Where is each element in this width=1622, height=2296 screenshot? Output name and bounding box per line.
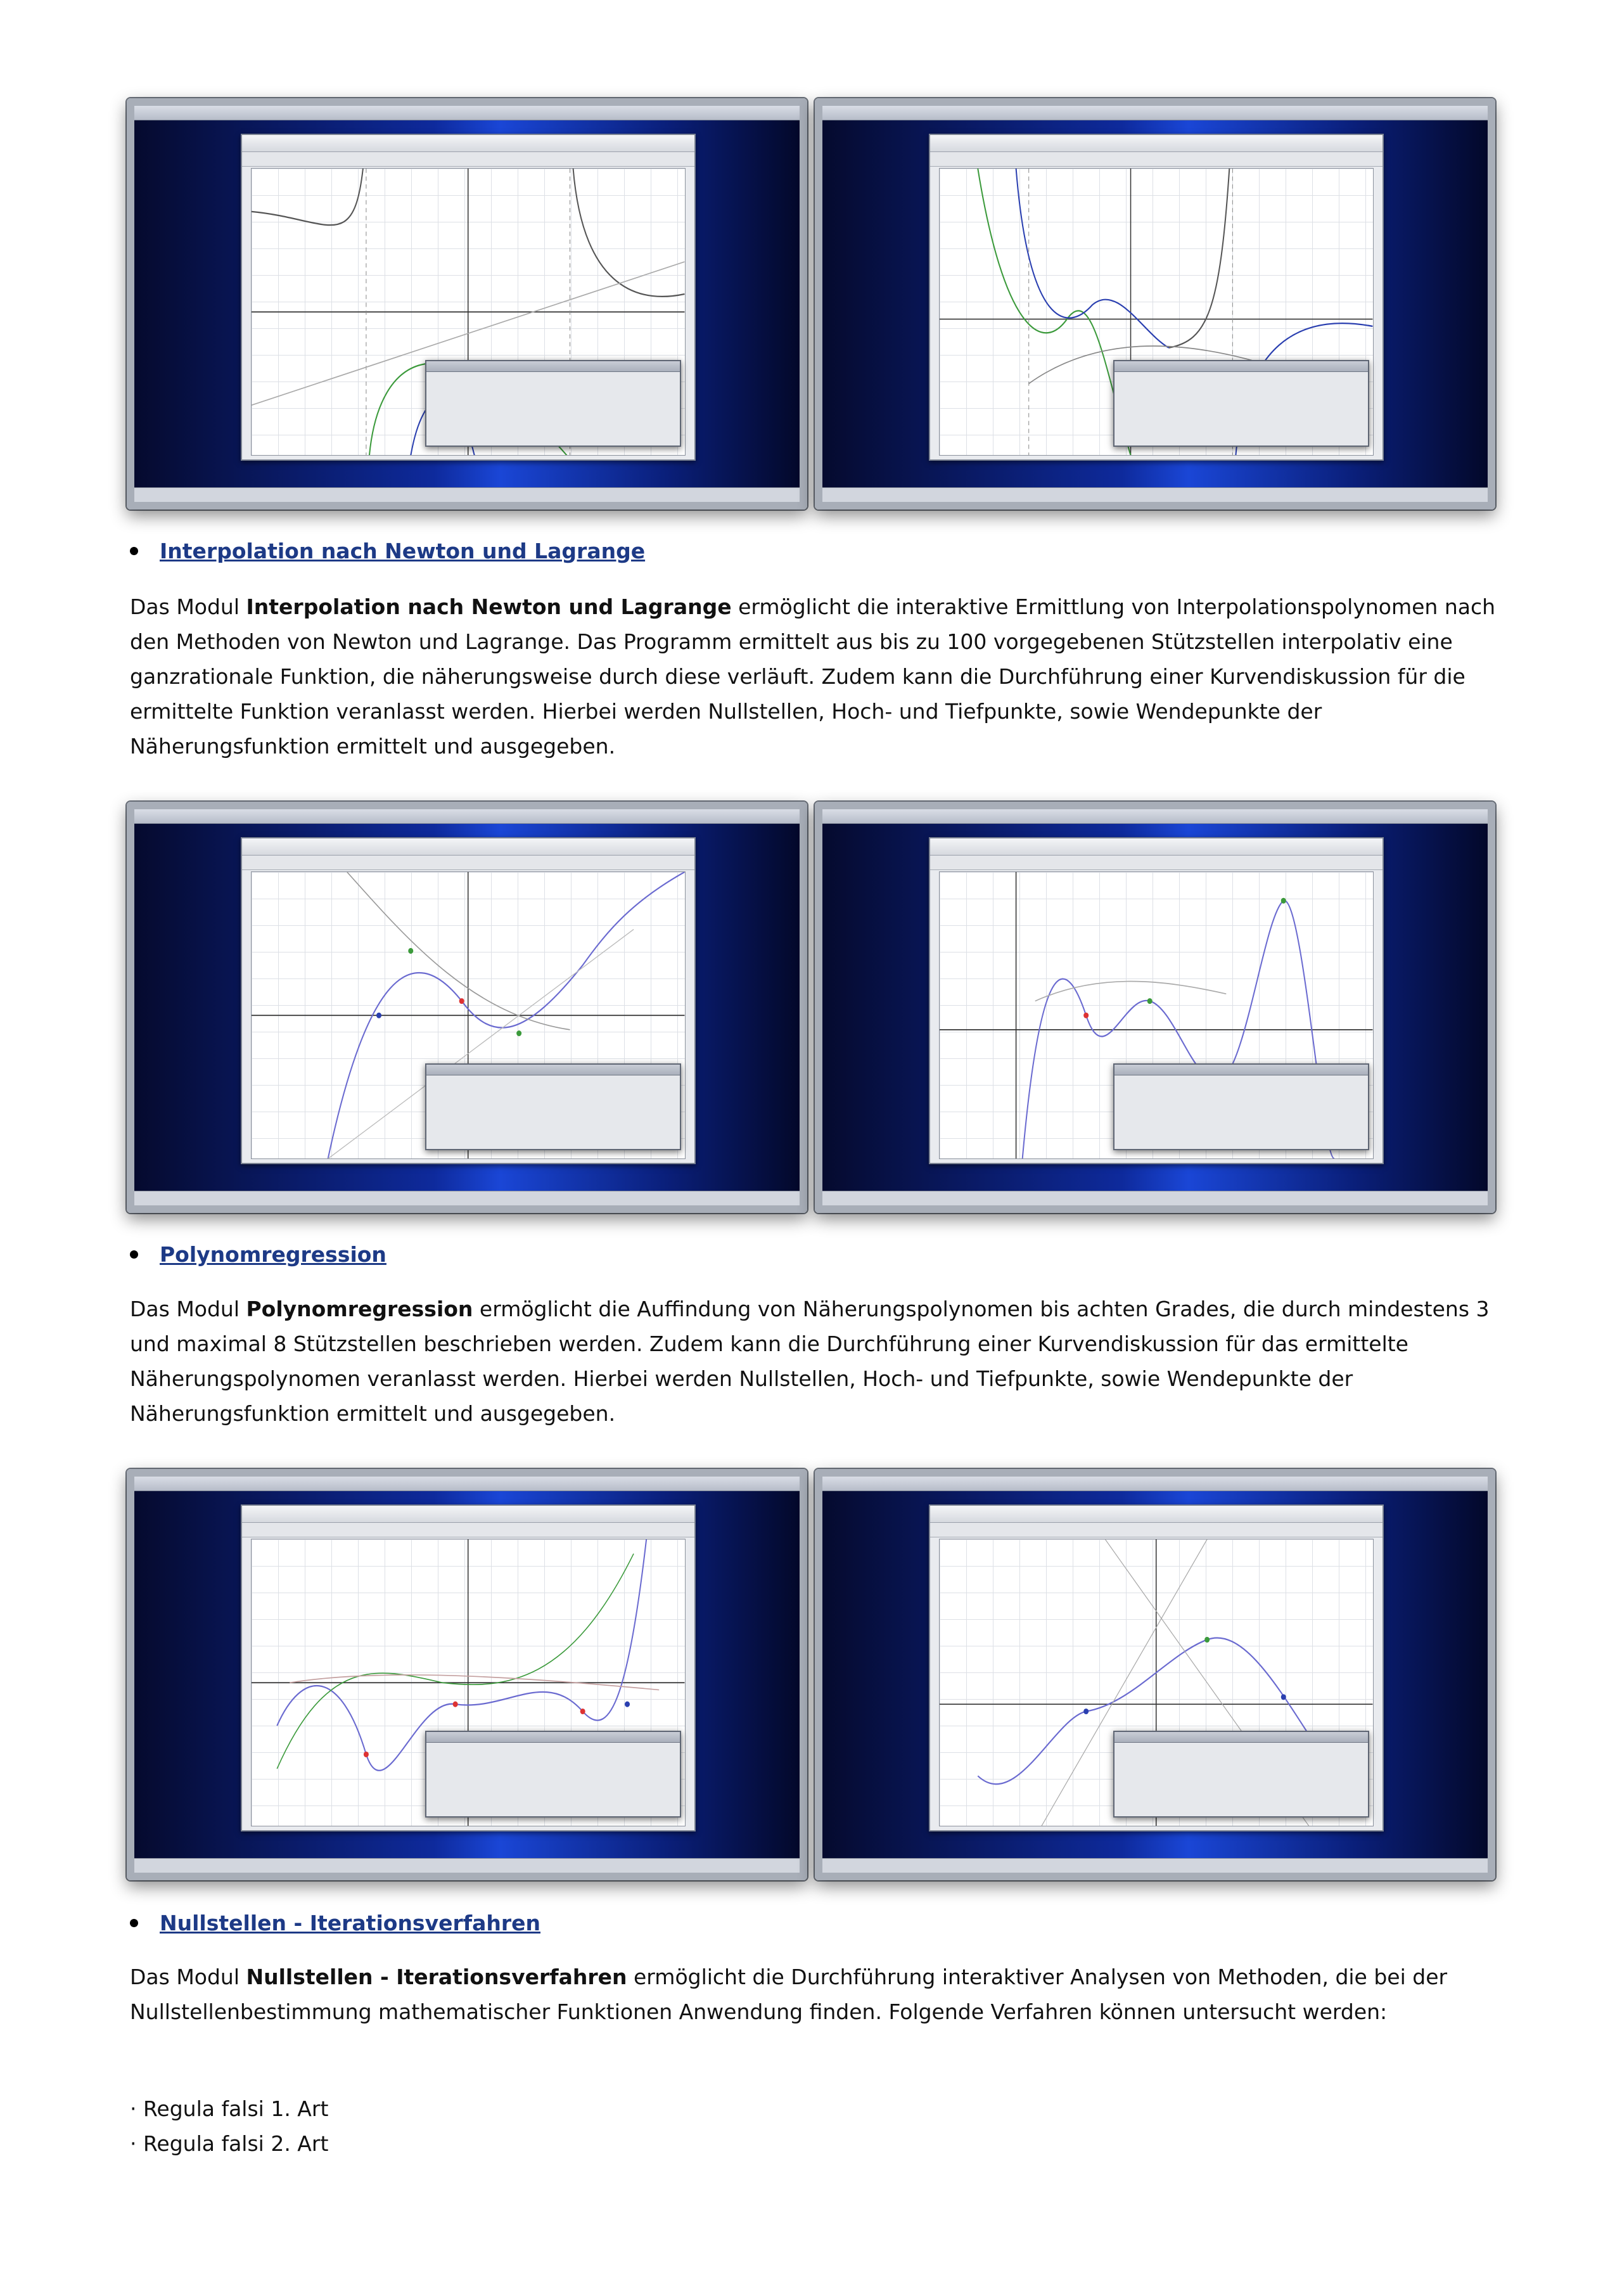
screenshot-row-3 bbox=[127, 1469, 1495, 1880]
screenshot-row-2 bbox=[127, 802, 1495, 1213]
screenshot-interpolation-2 bbox=[815, 802, 1495, 1213]
paragraph-interpolation: Das Modul Interpolation nach Newton und Lagrange ermöglicht die interaktive Ermittlung von Interpolationspolynomen nach den Methoden von Newton und Lagrange. Das Programm ermittelt aus bis zu 100 vorgegebenen Stützstellen interpolativ eine ganzrationale Funktion, die näherungsweise durch diese verläuft. Zudem kann die Durchführung einer Kurvendiskussion für die ermittelte Funktion veranlasst werden. Hierbei werden Nullstellen, Hoch- und Tiefpunkte, sowie Wendepunkte der Näherungsfunktion ermittelt und ausgegeben. bbox=[130, 594, 1496, 759]
bullet-interpolation bbox=[130, 539, 645, 563]
module-name-polynomregression: Polynomregression bbox=[246, 1297, 473, 1321]
module-name-nullstellen: Nullstellen - Iterationsverfahren bbox=[246, 1965, 627, 1989]
method-item-regula-falsi-1: · Regula falsi 1. Art bbox=[130, 2096, 329, 2121]
bullet-polynomregression bbox=[130, 1242, 386, 1267]
paragraph-polynomregression: Das Modul Polynomregression ermöglicht die Auffindung von Näherungspolynomen bis achten Grades, die durch mindestens 3 und maximal 8 Stützstellen beschrieben werden. Zudem kann die Durchführung einer Kurvendiskussion für das ermittelte Näherungspolynomen veranlasst werden. Hierbei werden Nullstellen, Hoch- und Tiefpunkte, sowie Wendepunkte der Näherungsfunktion ermittelt und ausgegeben. bbox=[130, 1297, 1490, 1426]
link-polynomregression[interactable]: Polynomregression bbox=[160, 1242, 386, 1267]
bullet-dot-icon bbox=[130, 1919, 138, 1927]
screenshot-interpolation-1 bbox=[127, 802, 807, 1213]
screenshot-row-1 bbox=[127, 98, 1495, 510]
link-interpolation[interactable]: Interpolation nach Newton und Lagrange bbox=[160, 539, 646, 563]
screenshot-rational-functions-1 bbox=[127, 98, 807, 510]
bullet-dot-icon bbox=[130, 1250, 138, 1259]
method-item-regula-falsi-2: · Regula falsi 2. Art bbox=[130, 2131, 329, 2156]
link-nullstellen[interactable]: Nullstellen - Iterationsverfahren bbox=[160, 1911, 541, 1935]
screenshot-polynomregression-2 bbox=[815, 1469, 1495, 1880]
paragraph-nullstellen: Das Modul Nullstellen - Iterationsverfahren ermöglicht die Durchführung interaktiver Analysen von Methoden, die bei der Nullstellenbestimmung mathematischer Funktionen Anwendung finden. Folgende Verfahren können untersucht werden: bbox=[130, 1965, 1448, 2024]
screenshot-rational-functions-2 bbox=[815, 98, 1495, 510]
screenshot-polynomregression-1 bbox=[127, 1469, 807, 1880]
bullet-dot-icon bbox=[130, 547, 138, 555]
module-name-interpolation: Interpolation nach Newton und Lagrange bbox=[246, 594, 732, 619]
bullet-nullstellen bbox=[130, 1911, 540, 1935]
